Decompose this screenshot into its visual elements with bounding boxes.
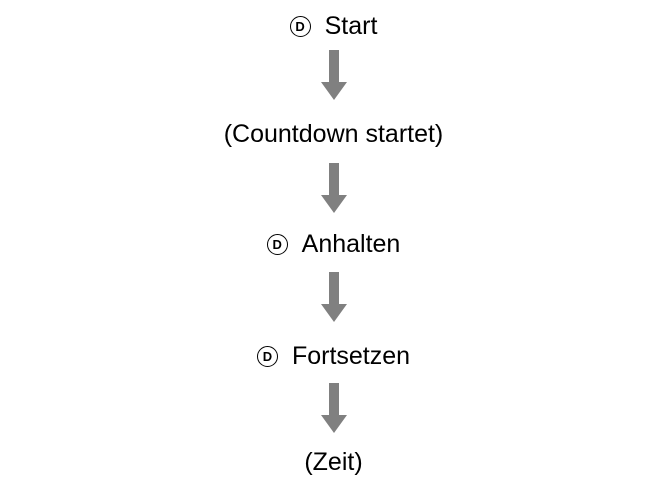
flow-step-fortsetzen bbox=[0, 342, 667, 371]
flow-step-label: (Zeit) bbox=[304, 448, 363, 476]
arrow-2 bbox=[0, 163, 667, 215]
arrow-4 bbox=[0, 383, 667, 435]
down-arrow-icon bbox=[319, 383, 349, 435]
flow-step-countdown bbox=[0, 120, 667, 149]
dictation-badge-icon: D bbox=[267, 234, 288, 255]
flow-step-label: (Countdown startet) bbox=[223, 120, 444, 148]
down-arrow-icon bbox=[319, 163, 349, 215]
flow-step-label: Fortsetzen bbox=[291, 342, 411, 370]
flow-step-start bbox=[0, 12, 667, 41]
down-arrow-icon bbox=[319, 272, 349, 324]
arrow-1 bbox=[0, 50, 667, 102]
flow-step-label: Anhalten bbox=[301, 230, 401, 258]
arrow-3 bbox=[0, 272, 667, 324]
down-arrow-icon bbox=[319, 50, 349, 102]
flow-step-label: Start bbox=[324, 12, 378, 40]
flow-step-anhalten bbox=[0, 230, 667, 259]
dictation-badge-icon: D bbox=[257, 346, 278, 367]
flow-step-zeit bbox=[0, 448, 667, 477]
dictation-badge-icon: D bbox=[290, 16, 311, 37]
